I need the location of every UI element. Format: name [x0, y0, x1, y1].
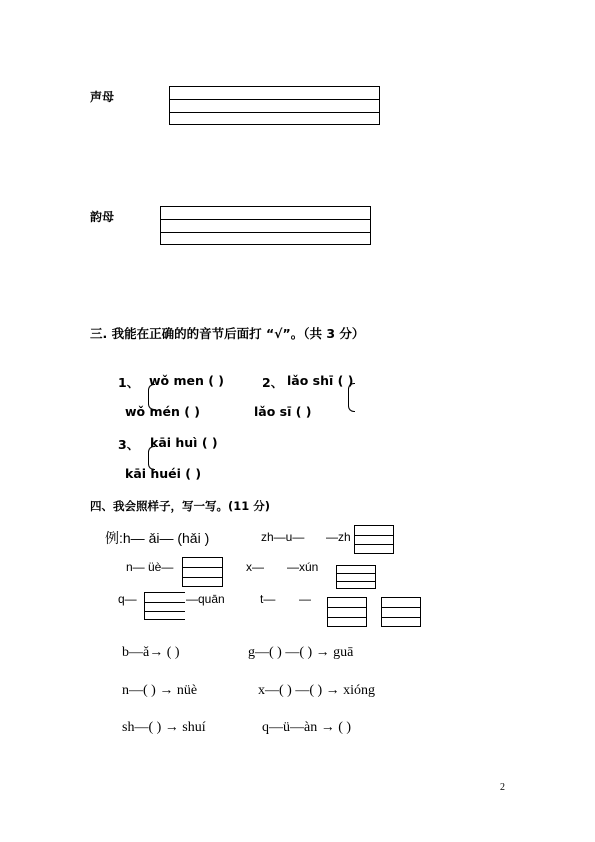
- row3a-right: —quān: [186, 592, 225, 606]
- row2b-right: —xún: [287, 560, 319, 574]
- item3-number: 3、: [118, 437, 140, 452]
- row1b-right: —zh: [326, 530, 351, 544]
- row2b-answer-grid[interactable]: [336, 565, 376, 589]
- convert-row1-left[interactable]: b—ǎ→ ( ): [122, 645, 180, 660]
- yunmu-writing-grid[interactable]: [160, 206, 371, 245]
- row3b-right: —: [299, 592, 311, 606]
- page-number: 2: [500, 782, 505, 793]
- item1-option-b[interactable]: wǒ mén ( ): [125, 404, 201, 419]
- item2-brace: [348, 383, 355, 412]
- row2a-answer-grid[interactable]: [182, 557, 223, 587]
- item2-option-a[interactable]: lǎo shī ( ): [287, 373, 354, 388]
- item3-option-a[interactable]: kāi huì ( ): [150, 435, 218, 450]
- row3b-answer-grid-1[interactable]: [327, 597, 367, 627]
- item1-number: 1、: [118, 375, 140, 390]
- convert-row2-left[interactable]: n—( ) → nüè: [122, 683, 198, 698]
- convert-row2-right[interactable]: x—( ) —( ) → xióng: [258, 683, 376, 698]
- row3b-answer-grid-2[interactable]: [381, 597, 421, 627]
- row3a-left: q—: [118, 592, 137, 606]
- row1b-answer-grid[interactable]: [354, 525, 394, 554]
- convert-row3-left[interactable]: sh—( ) → shuí: [122, 720, 206, 735]
- item2-number: 2、: [262, 375, 284, 390]
- section3-title: 三. 我能在正确的的音节后面打 “√”。（共 3 分）: [90, 326, 365, 341]
- row3b-left: t—: [260, 592, 276, 606]
- row3a-answer-grid[interactable]: [144, 592, 185, 620]
- item3-option-b[interactable]: kāi huéi ( ): [125, 466, 202, 481]
- row1b-left: zh—u—: [261, 530, 305, 544]
- convert-row1-right[interactable]: g—( ) —( ) → guā: [248, 645, 354, 660]
- section4-title: 四、我会照样子，写一写。(11 分): [90, 499, 271, 513]
- item1-option-a[interactable]: wǒ men ( ): [149, 373, 225, 388]
- row2a-text: n— üè—: [126, 560, 174, 574]
- shengmu-writing-grid[interactable]: [169, 86, 380, 125]
- yunmu-label: 韵母: [90, 210, 115, 224]
- row2b-left: x—: [246, 560, 264, 574]
- convert-row3-right[interactable]: q—ü—àn → ( ): [262, 720, 352, 735]
- example-text: 例:h— ǎi— (hǎi ): [105, 530, 210, 546]
- shengmu-label: 声母: [90, 90, 115, 104]
- item2-option-b[interactable]: lǎo sī ( ): [254, 404, 312, 419]
